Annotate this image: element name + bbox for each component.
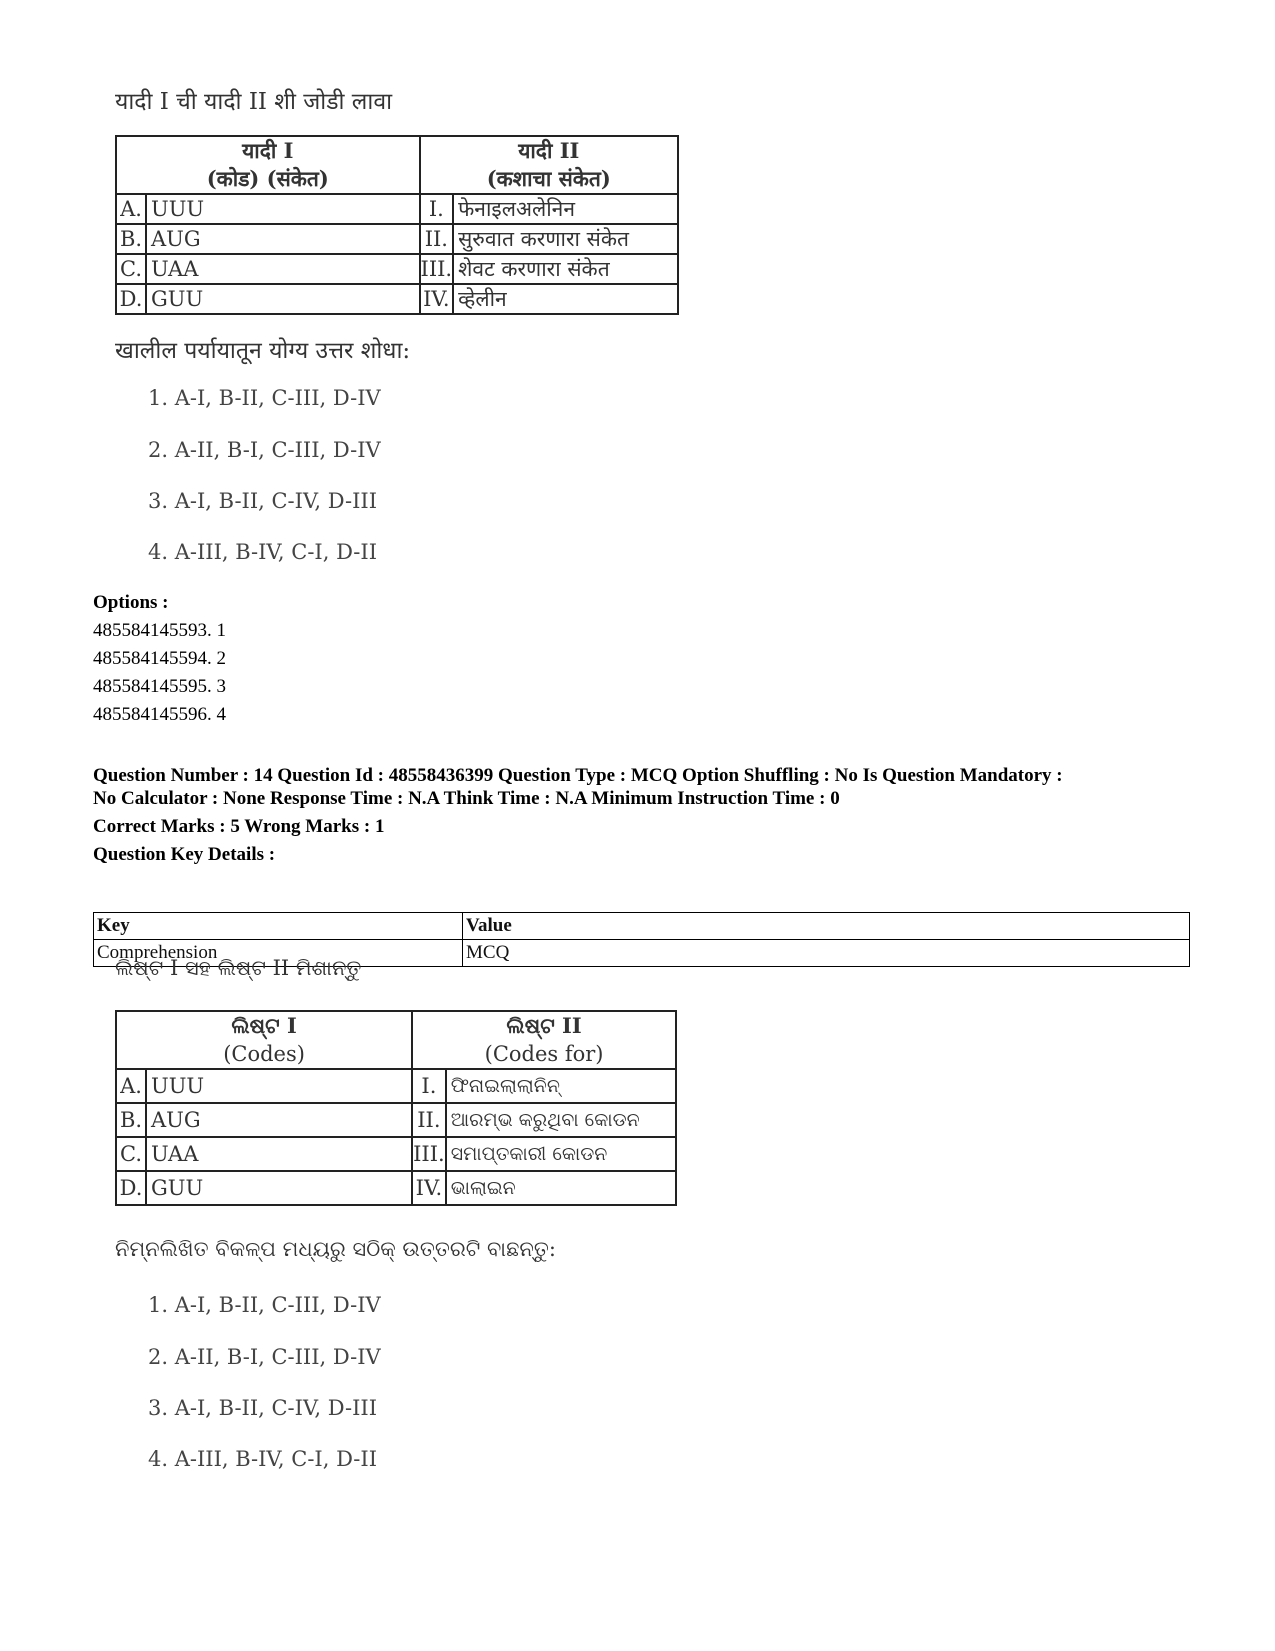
q14-intro: ଲିଷ୍ଟ I ସହ ଲିଷ୍ଟ II ମିଶାନ୍ତୁ	[115, 956, 362, 980]
q13-choice-2: 2. A-II, B-I, C-III, D-IV	[148, 438, 381, 462]
q14-match-table	[115, 1010, 677, 1206]
q14-choice-3: 3. A-I, B-II, C-IV, D-III	[148, 1396, 377, 1420]
q14-prompt: ନିମ୍ନଲିଖିତ ବିକଳ୍ପ ମଧ୍ୟରୁ ସଠିକ୍ ଉତ୍ତରଟି ବାଛନ୍ତୁ:	[115, 1237, 556, 1261]
q13-intro: यादी I ची यादी II शी जोडी लावा	[115, 89, 393, 115]
q14-key-details-label: Question Key Details :	[93, 844, 276, 865]
q13-choice-1: 1. A-I, B-II, C-III, D-IV	[148, 386, 381, 410]
table-row: A. UUU I. ଫିନାଇଲାଲାନିନ୍	[116, 1069, 676, 1103]
q14-choice-1: 1. A-I, B-II, C-III, D-IV	[148, 1293, 381, 1317]
q13-choice-4: 4. A-III, B-IV, C-I, D-II	[148, 540, 377, 564]
q14-choice-4: 4. A-III, B-IV, C-I, D-II	[148, 1447, 377, 1471]
key-header: Key	[94, 913, 463, 940]
q13-match-table	[115, 135, 679, 315]
q13-col1-header: यादी I (कोड) (संकेत)	[116, 136, 420, 194]
table-row: D. GUU IV. ଭାଲାଇନ	[116, 1171, 676, 1205]
q14-meta-line-1: Question Number : 14 Question Id : 48558436399 Question Type : MCQ Option Shuffling : No Is Question Mandatory :	[93, 765, 1063, 786]
option-id-3: 485584145595. 3	[93, 676, 226, 697]
option-id-1: 485584145593. 1	[93, 620, 226, 641]
options-label: Options :	[93, 592, 169, 613]
q14-col2-header: ଲିଷ୍ଟ II (Codes for)	[412, 1011, 676, 1069]
q14-marks: Correct Marks : 5 Wrong Marks : 1	[93, 816, 385, 837]
table-row: B. AUG II. ଆରମ୍ଭ କରୁଥିବା କୋଡନ	[116, 1103, 676, 1137]
q14-meta-line-2: No Calculator : None Response Time : N.A Think Time : N.A Minimum Instruction Time : 0	[93, 788, 840, 809]
q13-choice-3: 3. A-I, B-II, C-IV, D-III	[148, 489, 377, 513]
value-header: Value	[463, 913, 1190, 940]
option-id-4: 485584145596. 4	[93, 704, 226, 725]
table-row: A. UUU I. फेनाइलअलेनिन	[116, 194, 678, 224]
q14-col1-header: ଲିଷ୍ଟ I (Codes)	[116, 1011, 412, 1069]
table-row: B. AUG II. सुरुवात करणारा संकेत	[116, 224, 678, 254]
q14-choice-2: 2. A-II, B-I, C-III, D-IV	[148, 1345, 381, 1369]
q13-prompt: खालील पर्यायातून योग्य उत्तर शोधा:	[115, 338, 411, 364]
key-cell: Comprehension	[94, 940, 463, 967]
table-row: C. UAA III. ସମାପ୍ତକାରୀ କୋଡନ	[116, 1137, 676, 1171]
q13-col2-header: यादी II (कशाचा संकेत)	[420, 136, 678, 194]
table-row	[94, 913, 1190, 940]
table-row: C. UAA III. शेवट करणारा संकेत	[116, 254, 678, 284]
value-cell: MCQ	[463, 940, 1190, 967]
option-id-2: 485584145594. 2	[93, 648, 226, 669]
table-row: D. GUU IV. व्हेलीन	[116, 284, 678, 314]
